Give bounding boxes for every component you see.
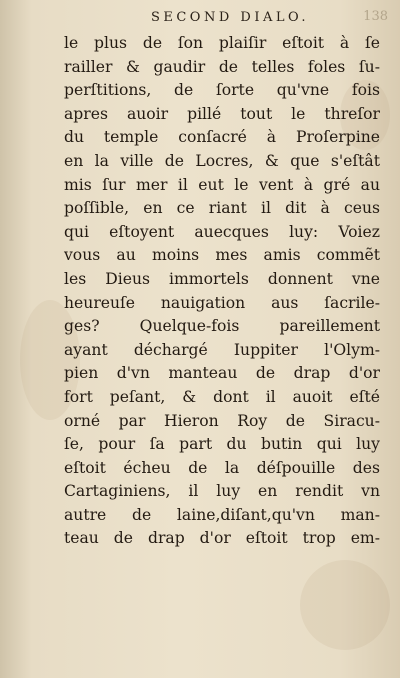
text-line: du temple conſacré à Proſerpine [64,128,380,147]
text-line: eſtoit écheu de la déſpouille des [64,458,380,477]
text-line: pien d'vn manteau de drap d'or [64,364,380,383]
text-line: le plus de ſon plaiſir eſtoit à ſe [64,34,380,52]
text-line: vous au moins mes amis commẽt [64,246,380,265]
text-line: en la ville de Locres, & que s'eſtât [64,151,380,170]
text-line: ſe, pour ſa part du butin qui luy [64,435,380,454]
paper-stain [300,560,390,650]
running-head: SECOND DIALO. [150,10,310,25]
page-number: 138 [363,9,388,24]
text-line: ayant déchargé Iuppiter l'Olym- [64,340,380,359]
text-line: qui eſtoyent auecques luy: Voiez [64,222,380,241]
text-line: teau de drap d'or eſtoit trop em- [64,529,380,548]
text-line: fort peſant, & dont il auoit eſté [64,387,380,406]
text-line: ges? Quelque-fois pareillement [64,317,380,336]
body-text [64,32,380,551]
text-line: autre de laine,diſant,qu'vn man- [64,505,380,524]
text-line: perſtitions, de ſorte qu'vne fois [64,81,380,100]
text-line: apres auoir pillé tout le threſor [64,104,380,123]
text-line: heureuſe nauigation aus ſacrile- [64,293,380,312]
text-line: orné par Hieron Roy de Siracu- [64,411,380,430]
text-line: les Dieus immortels donnent vne [64,269,380,288]
text-line: mis ſur mer il eut le vent à gré au [64,175,380,194]
text-line: poſſible, en ce riant il dit à ceus [64,199,380,218]
text-line: railler & gaudir de telles foles ſu- [64,57,380,76]
text-line: Cartaginiens, il luy en rendit vn [64,482,380,501]
